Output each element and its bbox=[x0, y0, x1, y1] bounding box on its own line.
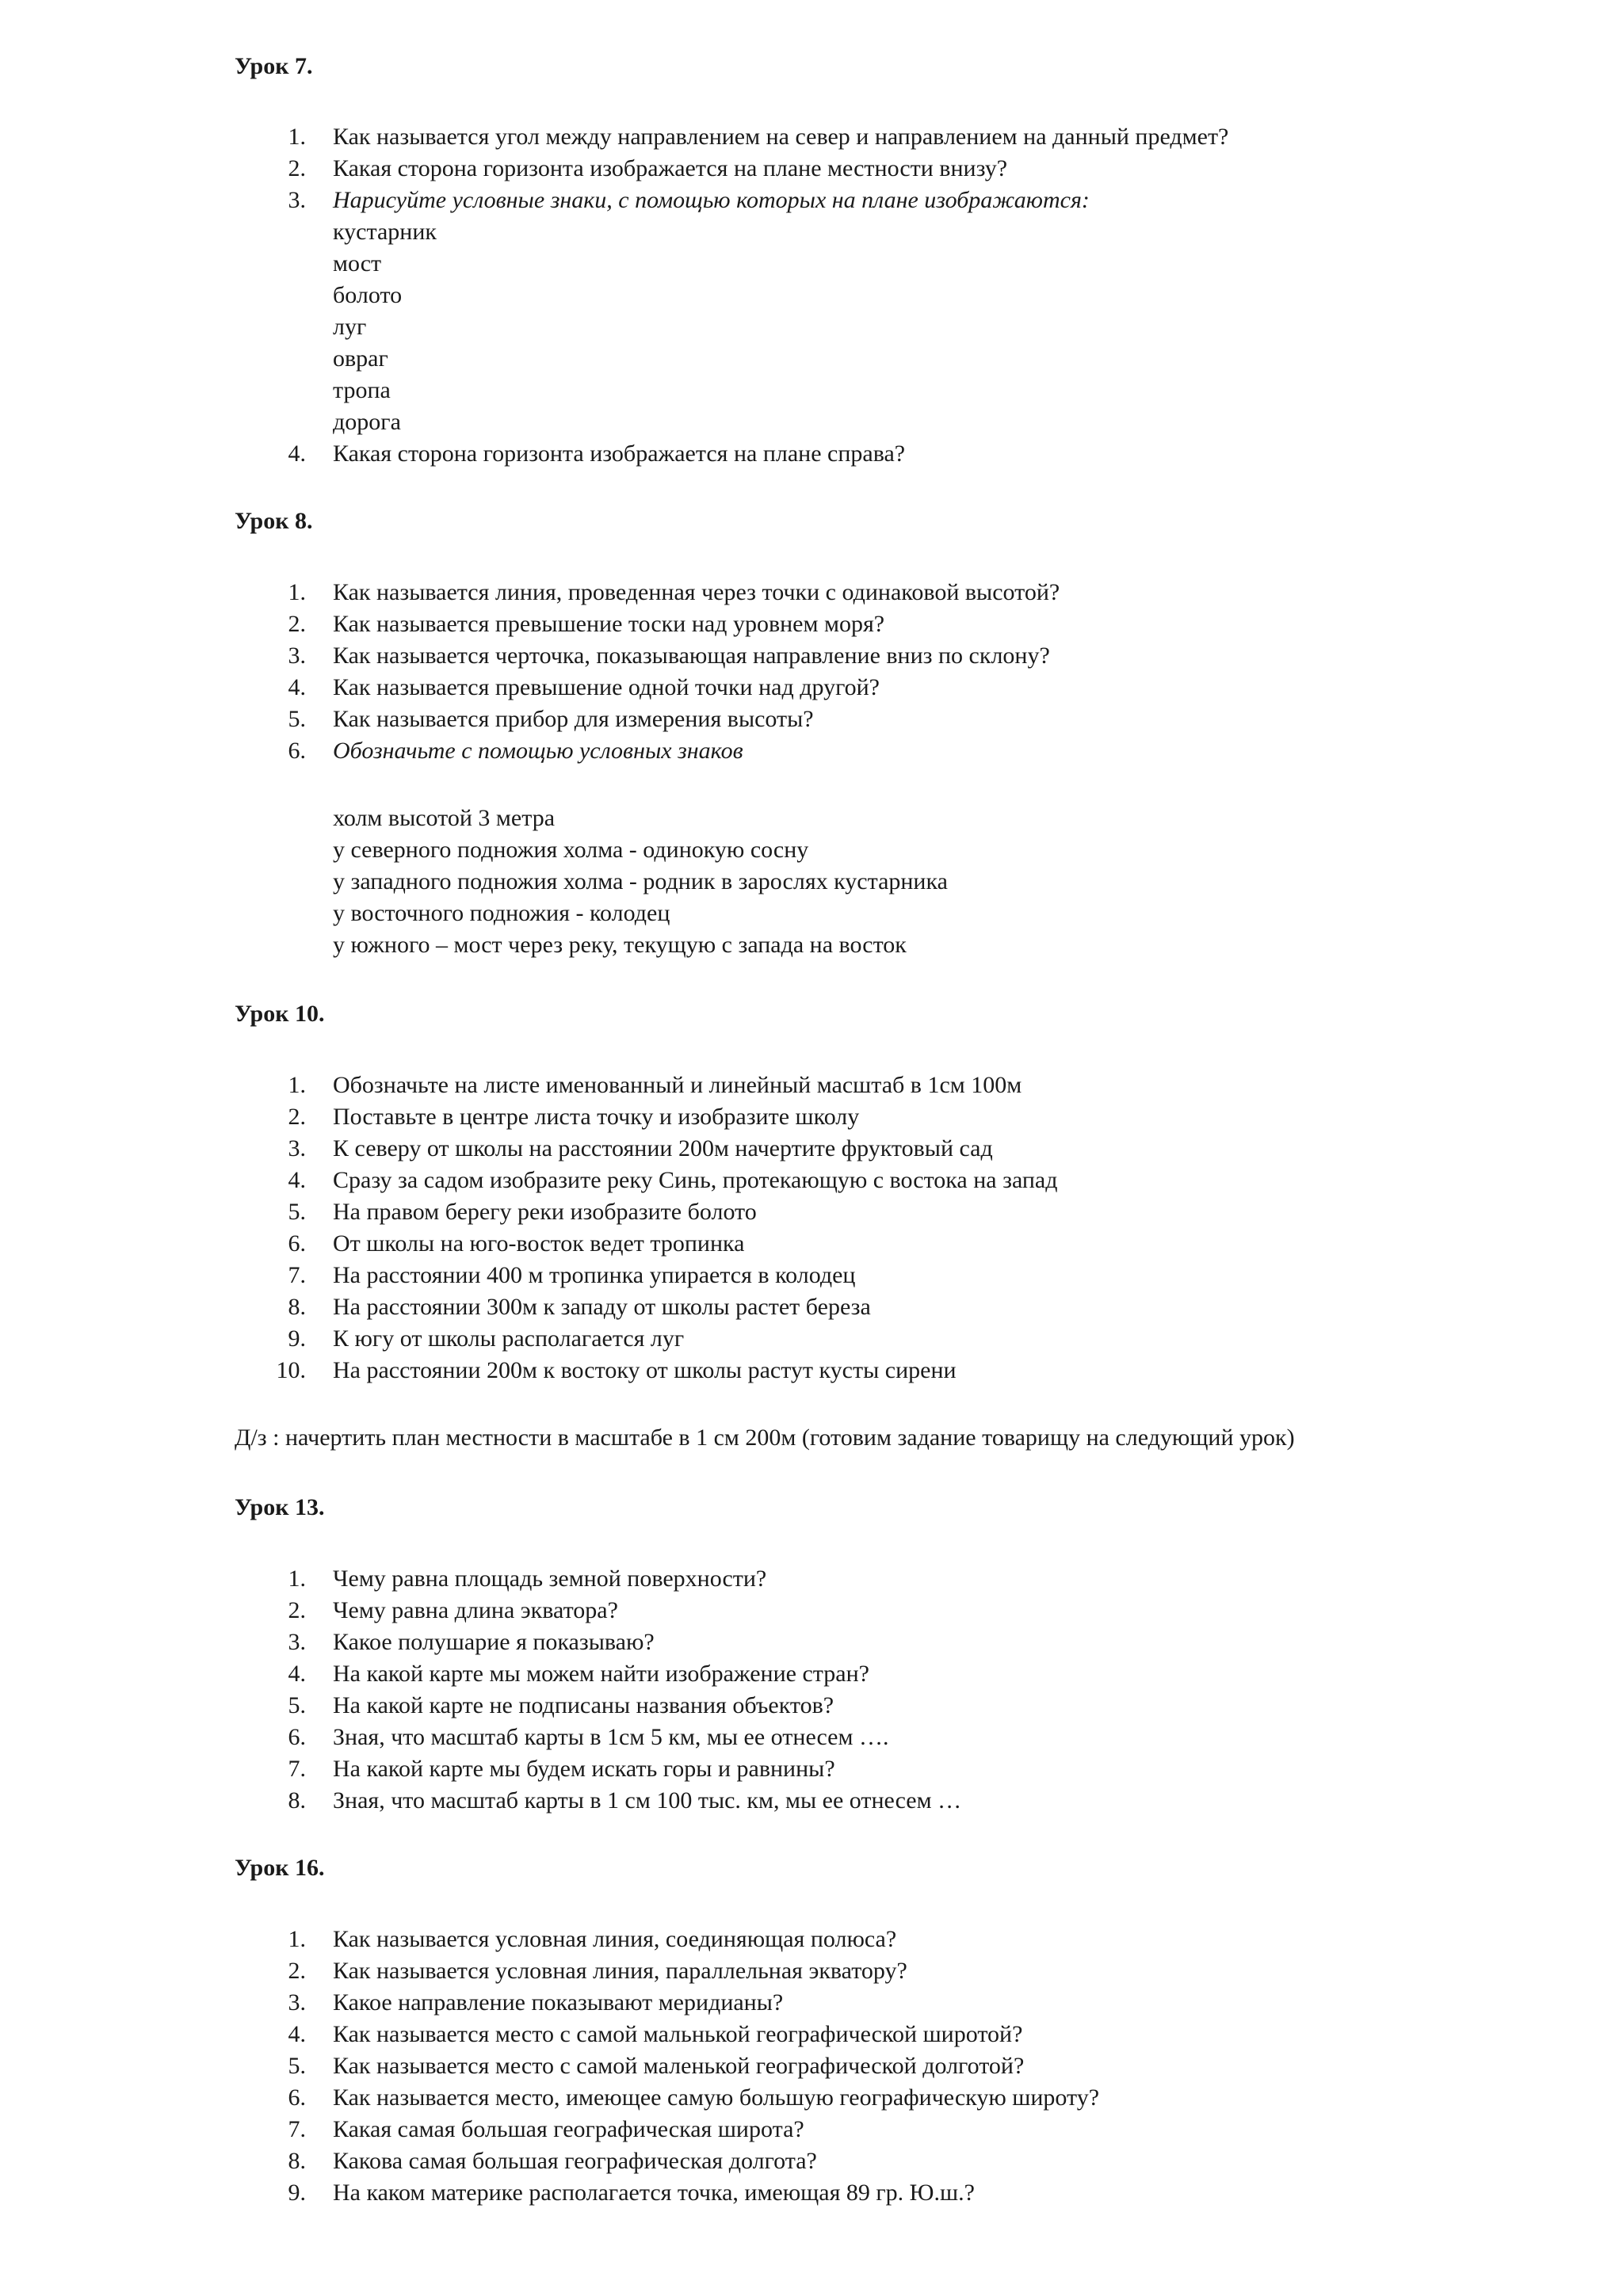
list-item-text: На какой карте не подписаны названия объектов? bbox=[333, 1692, 834, 1718]
list-item-number: 2. bbox=[288, 1958, 306, 1984]
list-item-number: 1. bbox=[288, 124, 306, 150]
list-item-text: Обозначьте с помощью условных знаков bbox=[333, 738, 743, 764]
list-item-text: Чему равна длина экватора? bbox=[333, 1597, 618, 1623]
sub-item-text: мост bbox=[333, 250, 382, 277]
sub-item-text: у восточного подножия - колодец bbox=[333, 900, 670, 926]
list-item-number: 4. bbox=[288, 674, 306, 700]
list-item-number: 2. bbox=[288, 1597, 306, 1623]
list-item-number: 7. bbox=[288, 1262, 306, 1288]
list-item-number: 4. bbox=[288, 2021, 306, 2047]
list-item-text: Зная, что масштаб карты в 1см 5 км, мы ее отнесем …. bbox=[333, 1724, 889, 1750]
list-item-text: Чему равна площадь земной поверхности? bbox=[333, 1566, 767, 1592]
list-item-number: 1. bbox=[288, 1072, 306, 1098]
list-item-number: 3. bbox=[288, 643, 306, 669]
list-item-number: 3. bbox=[288, 1135, 306, 1161]
list-item-text: Как называется место, имеющее самую большую географическую широту? bbox=[333, 2084, 1100, 2111]
list-item-text: Сразу за садом изобразите реку Синь, протекающую с востока на запад bbox=[333, 1167, 1058, 1193]
list-item-text: На какой карте мы можем найти изображение стран? bbox=[333, 1661, 869, 1687]
sub-item-text: овраг bbox=[333, 345, 388, 372]
list-item-text: Как называется превышение одной точки над другой? bbox=[333, 674, 880, 700]
list-item-number: 1. bbox=[288, 1926, 306, 1952]
sub-item-text: у южного – мост через реку, текущую с запада на восток bbox=[333, 932, 907, 958]
list-item-text: Нарисуйте условные знаки, с помощью которых на плане изображаются: bbox=[333, 187, 1090, 213]
lesson-8-heading: Урок 8. bbox=[235, 508, 313, 534]
list-item-text: Какая сторона горизонта изображается на плане местности внизу? bbox=[333, 155, 1008, 181]
lesson-10-heading: Урок 10. bbox=[235, 1001, 325, 1027]
list-item-text: Как называется место с самой маленькой географической долготой? bbox=[333, 2053, 1025, 2079]
list-item-number: 1. bbox=[288, 1566, 306, 1592]
list-item-number: 10. bbox=[276, 1357, 306, 1383]
sub-item-text: луг bbox=[333, 314, 367, 340]
list-item-text: Как называется линия, проведенная через точки с одинаковой высотой? bbox=[333, 579, 1060, 605]
list-item-number: 1. bbox=[288, 579, 306, 605]
sub-item-text: у западного подножия холма - родник в зарослях кустарника bbox=[333, 868, 948, 894]
sub-item-text: холм высотой 3 метра bbox=[333, 805, 556, 831]
sub-item-text: тропа bbox=[333, 377, 391, 403]
list-item-text: Поставьте в центре листа точку и изобразите школу bbox=[333, 1104, 860, 1130]
list-item-text: К югу от школы располагается луг bbox=[333, 1325, 685, 1352]
list-item-number: 5. bbox=[288, 2053, 306, 2079]
list-item-text: Как называется превышение тоски над уровнем моря? bbox=[333, 611, 885, 637]
sub-item-text: дорога bbox=[333, 409, 401, 435]
list-item-number: 5. bbox=[288, 1692, 306, 1718]
sub-item-text: кустарник bbox=[333, 219, 437, 245]
list-item-number: 6. bbox=[288, 1230, 306, 1257]
list-item-text: На расстоянии 300м к западу от школы растет береза bbox=[333, 1294, 871, 1320]
list-item-number: 8. bbox=[288, 1787, 306, 1814]
list-item-number: 5. bbox=[288, 1199, 306, 1225]
list-item-number: 2. bbox=[288, 155, 306, 181]
list-item-text: Обозначьте на листе именованный и линейный масштаб в 1см 100м bbox=[333, 1072, 1022, 1098]
lesson-13-heading: Урок 13. bbox=[235, 1494, 325, 1520]
list-item-number: 4. bbox=[288, 1167, 306, 1193]
list-item-number: 3. bbox=[288, 1989, 306, 2016]
lesson-16-heading: Урок 16. bbox=[235, 1855, 325, 1881]
list-item-text: Какая самая большая географическая широта? bbox=[333, 2116, 804, 2142]
list-item-text: Как называется условная линия, параллельная экватору? bbox=[333, 1958, 907, 1984]
list-item-text: Зная, что масштаб карты в 1 см 100 тыс. км, мы ее отнесем … bbox=[333, 1787, 962, 1814]
list-item-text: Какое направление показывают меридианы? bbox=[333, 1989, 784, 2016]
list-item-text: На расстоянии 200м к востоку от школы растут кусты сирени bbox=[333, 1357, 957, 1383]
list-item-number: 4. bbox=[288, 1661, 306, 1687]
sub-item-text: болото bbox=[333, 282, 403, 308]
list-item-text: На правом берегу реки изобразите болото bbox=[333, 1199, 757, 1225]
list-item-number: 9. bbox=[288, 1325, 306, 1352]
list-item-text: Как называется угол между направлением на север и направлением на данный предмет? bbox=[333, 124, 1229, 150]
list-item-number: 6. bbox=[288, 738, 306, 764]
list-item-number: 7. bbox=[288, 1756, 306, 1782]
list-item-number: 9. bbox=[288, 2180, 306, 2206]
list-item-number: 2. bbox=[288, 1104, 306, 1130]
list-item-number: 3. bbox=[288, 1629, 306, 1655]
list-item-number: 4. bbox=[288, 441, 306, 467]
list-item-number: 2. bbox=[288, 611, 306, 637]
list-item-text: На каком материке располагается точка, имеющая 89 гр. Ю.ш.? bbox=[333, 2180, 975, 2206]
list-item-text: Как называется прибор для измерения высоты? bbox=[333, 706, 814, 732]
list-item-text: Как называется черточка, показывающая направление вниз по склону? bbox=[333, 643, 1050, 669]
list-item-number: 6. bbox=[288, 2084, 306, 2111]
list-item-number: 3. bbox=[288, 187, 306, 213]
list-item-number: 8. bbox=[288, 1294, 306, 1320]
list-item-text: Какова самая большая географическая долгота? bbox=[333, 2148, 817, 2174]
list-item-number: 5. bbox=[288, 706, 306, 732]
list-item-text: Какая сторона горизонта изображается на плане справа? bbox=[333, 441, 906, 467]
list-item-text: Как называется место с самой мальнькой географической широтой? bbox=[333, 2021, 1023, 2047]
homework-text: Д/з : начертить план местности в масштабе в 1 см 200м (готовим задание товарищу на следующий урок) bbox=[235, 1425, 1295, 1451]
list-item-number: 8. bbox=[288, 2148, 306, 2174]
lesson-7-heading: Урок 7. bbox=[235, 53, 313, 79]
list-item-number: 6. bbox=[288, 1724, 306, 1750]
list-item-number: 7. bbox=[288, 2116, 306, 2142]
list-item-text: Какое полушарие я показываю? bbox=[333, 1629, 655, 1655]
sub-item-text: у северного подножия холма - одинокую сосну bbox=[333, 837, 809, 863]
list-item-text: От школы на юго-восток ведет тропинка bbox=[333, 1230, 745, 1257]
list-item-text: К северу от школы на расстоянии 200м начертите фруктовый сад bbox=[333, 1135, 993, 1161]
list-item-text: На какой карте мы будем искать горы и равнины? bbox=[333, 1756, 835, 1782]
list-item-text: Как называется условная линия, соединяющая полюса? bbox=[333, 1926, 897, 1952]
list-item-text: На расстоянии 400 м тропинка упирается в колодец bbox=[333, 1262, 856, 1288]
